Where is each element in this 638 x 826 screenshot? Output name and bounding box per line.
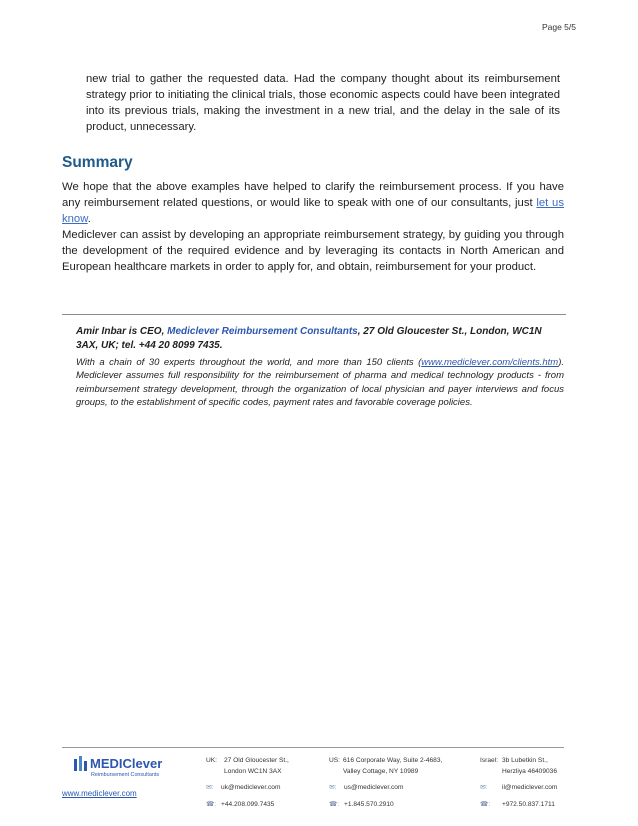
phone-icon: ☎: <box>329 800 340 808</box>
us-address-line2: Valley Cottage, NY 10989 <box>343 767 419 775</box>
envelope-icon: ✉: <box>480 784 488 791</box>
israel-label: Israel: <box>480 757 498 764</box>
section-divider <box>62 314 566 315</box>
israel-phone: +972.50.837.1711 <box>502 800 555 808</box>
mediclever-logo <box>72 753 182 779</box>
israel-address-line1: 3b Lubetkin St., <box>502 757 548 764</box>
company-name: Mediclever Reimbursement Consultants <box>167 326 358 337</box>
summary-paragraph-2: Mediclever can assist by developing an appropriate reimbursement strategy, by guiding you through the development of the required evidence and by leveraging its contacts in North American and European healthcare markets in order to apply for, and obtain, reimbursement for your product. <box>62 229 564 273</box>
bio-text-end: ). Mediclever assumes full responsibility for the reimbursement of pharma and medical technology products - from reimbursement strategy development, through the organization of local physician and payer interviews and focus groups, to the establishment of specific codes, payment rates and favorable coverage policies. <box>76 357 564 408</box>
website-link[interactable]: www.mediclever.com <box>62 789 137 798</box>
summary-paragraph-1 <box>62 179 564 227</box>
envelope-icon: ✉: <box>206 784 214 791</box>
clients-link[interactable]: www.mediclever.com/clients.htm <box>421 357 559 368</box>
page-number: Page 5/5 <box>541 22 576 32</box>
envelope-icon: ✉: <box>329 784 337 791</box>
footer-uk-contact <box>206 756 289 810</box>
summary-period: . <box>87 213 91 225</box>
footer-israel-contact <box>480 756 557 810</box>
us-phone: +1.845.570.2910 <box>344 800 394 808</box>
uk-address-line1: 27 Old Gloucester St., <box>224 757 289 764</box>
us-address-line1: 616 Corporate Way, Suite 2-4683, <box>343 757 443 764</box>
israel-address-line2: Herzliya 46409036 <box>502 767 557 775</box>
uk-address-line2: London WC1N 3AX <box>224 767 282 775</box>
intro-paragraph: new trial to gather the requested data. Had the company thought about its reimbursement strategy prior to initiating the clinical trials, those economic aspects could have been integrated into its previous trials, making the investment in a new trial, and the delay in the sale of its product, unnecessary. <box>86 73 560 133</box>
israel-email[interactable]: il@mediclever.com <box>502 784 558 791</box>
let-us-know-link[interactable]: let us know <box>62 197 564 225</box>
logo-tagline: Reimbursement Consultants <box>91 772 160 778</box>
footer-divider <box>62 747 564 748</box>
uk-phone: +44.208.099.7435 <box>221 800 275 808</box>
author-name: Amir Inbar is CEO, <box>76 326 168 337</box>
uk-label: UK: <box>206 757 217 764</box>
logo-mark-icon <box>74 756 87 771</box>
summary-text: We hope that the above examples have helped to clarify the reimbursement process. If you have any reimbursement related questions, or would like to speak with one of our consultants, just <box>62 181 564 209</box>
author-bio <box>76 356 564 409</box>
phone-icon: ☎: <box>206 800 217 808</box>
summary-heading: Summary <box>62 154 133 171</box>
us-email[interactable]: us@mediclever.com <box>344 784 404 791</box>
author-address: , 27 Old Gloucester St., London, WC1N 3AX, UK; tel. +44 20 8099 7435. <box>76 326 542 351</box>
bio-text-start: With a chain of 30 experts throughout the world, and more than 150 clients ( <box>76 357 422 368</box>
us-label: US: <box>329 757 340 764</box>
uk-email[interactable]: uk@mediclever.com <box>221 784 281 791</box>
author-heading <box>76 325 564 353</box>
footer-us-contact <box>329 756 442 810</box>
logo-wordmark: MEDIClever <box>90 756 163 771</box>
phone-icon: ☎: <box>480 800 491 808</box>
